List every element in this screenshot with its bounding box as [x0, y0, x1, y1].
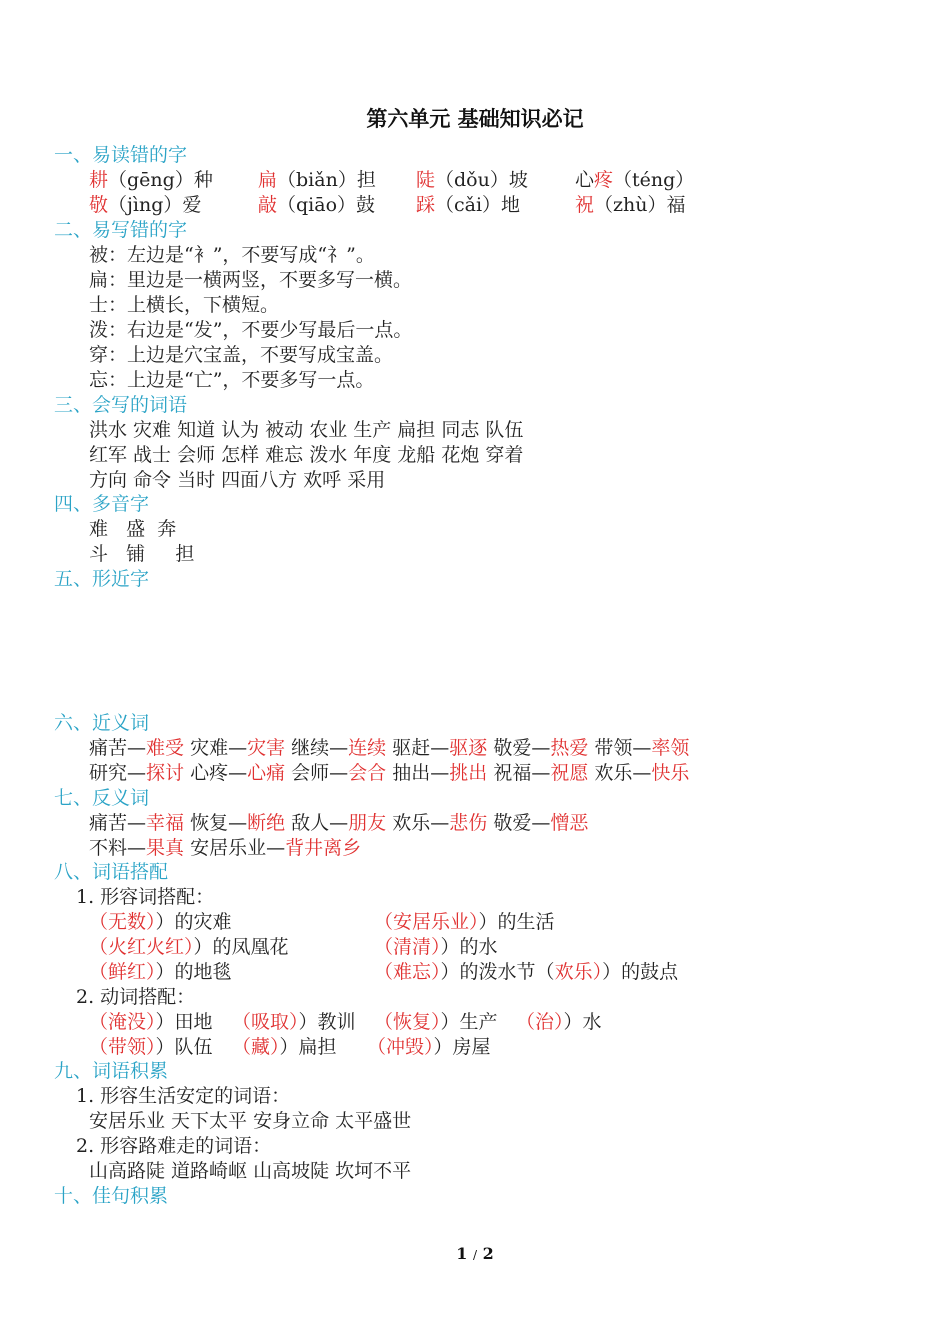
item-char: 扁	[258, 169, 278, 191]
item-pinyin: （qiāo）鼓	[277, 194, 376, 216]
answer: 探讨	[146, 762, 185, 784]
answer: 祝愿	[550, 762, 589, 784]
rule-line: 扁：里边是一横两竖，不要多写一横。	[89, 269, 413, 291]
pairing-item: （淹没））田地	[89, 1011, 213, 1033]
answer: 淹没	[108, 1011, 147, 1033]
word: 心疼—	[190, 762, 248, 784]
page-current: 1	[456, 1244, 468, 1263]
item-pinyin: （gēng）种	[108, 169, 213, 191]
pairing-text: ）队伍	[155, 1036, 213, 1058]
answer: 火红火红	[108, 936, 185, 958]
pinyin-item	[575, 168, 694, 193]
answer: 憎恶	[550, 812, 589, 834]
subheading: 1. 形容生活安定的词语：	[76, 1085, 291, 1107]
section-heading-1: 一、易读错的字	[54, 144, 188, 166]
word: 抽出—	[392, 762, 450, 784]
item-char: 耕	[89, 169, 109, 191]
pairing-item: （鲜红））的地毯	[89, 961, 232, 983]
pairing-text: ）的地毯	[155, 961, 232, 983]
item-pinyin: （jìng）爱	[108, 194, 202, 216]
answer: 藏	[251, 1036, 271, 1058]
answer: 心痛	[247, 762, 286, 784]
answer: 治	[535, 1011, 555, 1033]
pairing-item: （冲毁））房屋	[367, 1036, 491, 1058]
answer: 鲜红	[108, 961, 147, 983]
answer: 清清	[393, 936, 432, 958]
pairing-item: （带领））队伍	[89, 1036, 213, 1058]
subheading: 2. 动词搭配：	[76, 986, 196, 1008]
word: 欢乐—	[594, 762, 652, 784]
section-heading-10: 十、佳句积累	[54, 1185, 169, 1207]
synonym-row	[89, 736, 689, 761]
answer: 恢复	[393, 1011, 432, 1033]
rule-line: 泼：右边是“发”，不要少写最后一点。	[89, 319, 413, 341]
subheading: 2. 形容路难走的词语：	[76, 1135, 272, 1157]
word: 不料—	[89, 837, 147, 859]
answer: 吸取	[251, 1011, 290, 1033]
idiom-line: 山高路陡 道路崎岖 山高坡陡 坎坷不平	[89, 1160, 412, 1182]
page-title: 第六单元 基础知识必记	[366, 106, 584, 131]
section-heading-2: 二、易写错的字	[54, 219, 188, 241]
section-heading-7: 七、反义词	[54, 787, 150, 809]
word: 安居乐业—	[190, 837, 286, 859]
polyphone-line: 斗 铺 担	[89, 543, 195, 565]
section-heading-3: 三、会写的词语	[54, 394, 188, 416]
item-char: 疼	[594, 169, 614, 191]
answer: 背井离乡	[285, 837, 362, 859]
answer: 悲伤	[449, 812, 488, 834]
item-pinyin: （zhù）福	[594, 194, 686, 216]
word: 敌人—	[291, 812, 349, 834]
pinyin-item	[258, 168, 376, 193]
pairing-item: （火红火红））的凤凰花	[89, 936, 289, 958]
answer: 果真	[146, 837, 185, 859]
section-heading-6: 六、近义词	[54, 712, 150, 734]
pinyin-item	[416, 193, 520, 218]
word: 祝福—	[493, 762, 551, 784]
answer: 安居乐业	[393, 911, 470, 933]
answer: 连续	[348, 737, 387, 759]
rule-line: 穿：上边是穴宝盖，不要写成宝盖。	[89, 344, 394, 366]
word: 带领—	[594, 737, 652, 759]
answer: 无数	[108, 911, 147, 933]
pairing-text: ）的灾难	[155, 911, 232, 933]
page-separator: /	[472, 1248, 478, 1262]
pairing-text: ）的生活	[478, 911, 555, 933]
word: 驱赶—	[392, 737, 450, 759]
pairing-item: （清清））的水	[374, 936, 498, 958]
subheading: 1. 形容词搭配：	[76, 886, 215, 908]
word: 痛苦—	[89, 812, 147, 834]
pairing-text: ）生产	[440, 1011, 498, 1033]
answer: 难受	[146, 737, 185, 759]
section-heading-8: 八、词语搭配	[54, 861, 169, 883]
pairing-text: ）水	[563, 1011, 602, 1033]
item-char: 敬	[89, 194, 109, 216]
rule-line: 忘：上边是“亡”，不要多写一点。	[89, 369, 375, 391]
word-line: 方向 命令 当时 四面八方 欢呼 采用	[89, 469, 386, 491]
item-char: 踩	[416, 194, 436, 216]
pinyin-item	[89, 168, 213, 193]
answer: 幸福	[146, 812, 185, 834]
pairing-item: （吸取））教训	[232, 1011, 356, 1033]
pinyin-item	[416, 168, 528, 193]
pairing-item: （难忘））的泼水节（欢乐））的鼓点	[374, 961, 679, 983]
polyphone-line: 难 盛 奔	[89, 518, 177, 540]
pinyin-item	[258, 193, 375, 218]
item-pinyin: （dǒu）坡	[435, 169, 528, 191]
item-pinyin: （biǎn）担	[277, 169, 376, 191]
section-heading-4: 四、多音字	[54, 493, 150, 515]
pairing-text: ）田地	[155, 1011, 213, 1033]
item-char: 敲	[258, 194, 278, 216]
item-char: 祝	[575, 194, 595, 216]
item-pinyin: （téng）	[613, 169, 695, 191]
antonym-row	[89, 836, 361, 861]
idiom-line: 安居乐业 天下太平 安身立命 太平盛世	[89, 1110, 412, 1132]
word-line: 红军 战士 会师 怎样 难忘 泼水 年度 龙船 花炮 穿着	[89, 444, 524, 466]
pairing-item: （恢复））生产	[374, 1011, 498, 1033]
answer: 冲毁	[386, 1036, 425, 1058]
answer: 欢乐	[554, 961, 593, 983]
pairing-text: ）的凤凰花	[193, 936, 289, 958]
word: 研究—	[89, 762, 147, 784]
pinyin-item	[89, 193, 201, 218]
pairing-item: （治））水	[516, 1011, 602, 1033]
word: 欢乐—	[392, 812, 450, 834]
page-total: 2	[482, 1244, 494, 1263]
word-line: 洪水 灾难 知道 认为 被动 农业 生产 扁担 同志 队伍	[89, 419, 524, 441]
pairing-text: ）教训	[298, 1011, 356, 1033]
item-pre: 心	[575, 169, 595, 191]
word: 敬爱—	[493, 737, 551, 759]
pairing-text: ）的水	[440, 936, 498, 958]
antonym-row	[89, 811, 588, 836]
pairing-item: （无数））的灾难	[89, 911, 232, 933]
answer: 朋友	[348, 812, 387, 834]
answer: 热爱	[550, 737, 589, 759]
word: 继续—	[291, 737, 349, 759]
section-heading-9: 九、词语积累	[54, 1060, 169, 1082]
page-number	[0, 1244, 950, 1263]
word: 痛苦—	[89, 737, 147, 759]
rule-line: 士：上横长，下横短。	[89, 294, 280, 316]
pairing-item: （安居乐业））的生活	[374, 911, 555, 933]
pairing-item: （藏））扁担	[232, 1036, 337, 1058]
word: 敬爱—	[493, 812, 551, 834]
answer: 驱逐	[449, 737, 488, 759]
word: 灾难—	[190, 737, 248, 759]
pairing-text: ）扁担	[279, 1036, 337, 1058]
pinyin-item	[575, 193, 686, 218]
item-pinyin: （cǎi）地	[435, 194, 521, 216]
answer: 断绝	[247, 812, 286, 834]
synonym-row	[89, 761, 689, 786]
pairing-text: ）的鼓点	[602, 961, 679, 983]
pairing-text: ）房屋	[433, 1036, 491, 1058]
answer: 率领	[651, 737, 690, 759]
answer: 会合	[348, 762, 387, 784]
answer: 挑出	[449, 762, 488, 784]
answer: 灾害	[247, 737, 286, 759]
answer: 快乐	[651, 762, 690, 784]
word: 恢复—	[190, 812, 248, 834]
item-char: 陡	[416, 169, 436, 191]
rule-line: 被：左边是“衤”，不要写成“礻”。	[89, 244, 375, 266]
word: 会师—	[291, 762, 349, 784]
pairing-text: ）的泼水节（	[440, 961, 555, 983]
answer: 难忘	[393, 961, 432, 983]
answer: 带领	[108, 1036, 147, 1058]
section-heading-5: 五、形近字	[54, 568, 150, 590]
